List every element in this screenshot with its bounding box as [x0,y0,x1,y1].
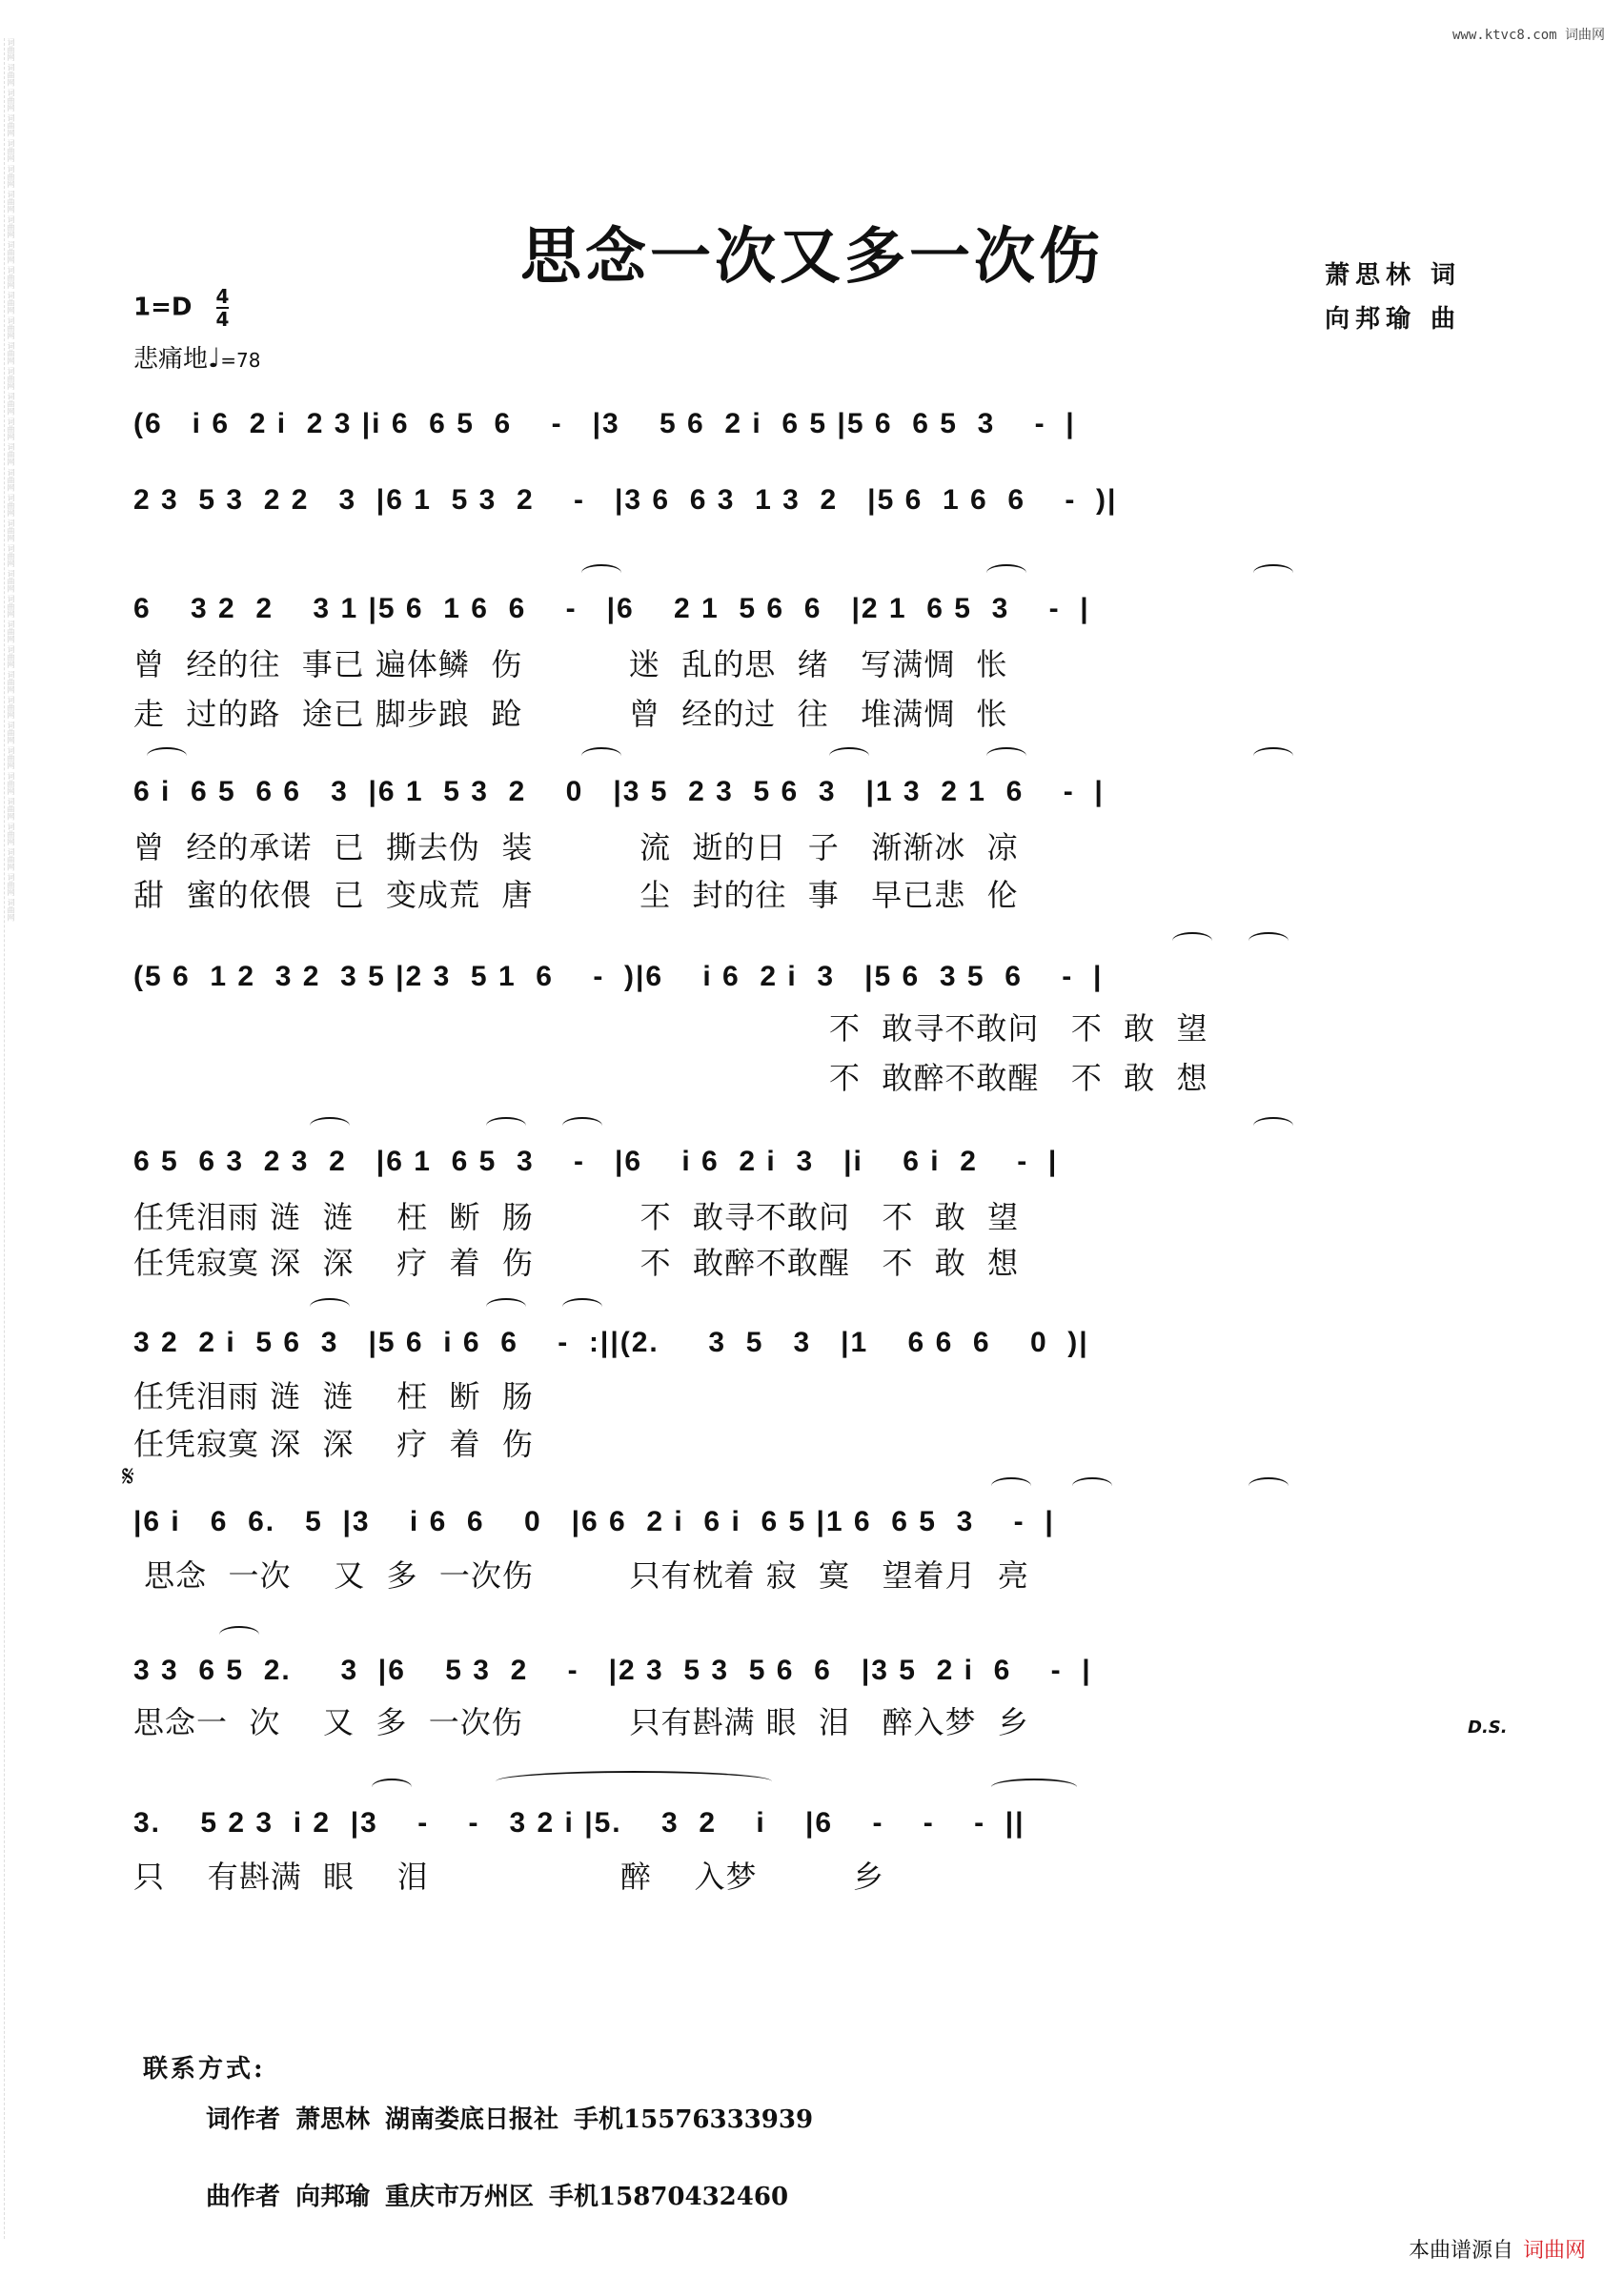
music-line [133,1647,1496,1700]
music-line [133,953,1496,1006]
dal-segno-mark: D.S. [1468,1718,1508,1738]
tie-arc [1253,747,1293,764]
lyric-verse-1: 曾 经的承诺 已 撕去伪 装 流 逝的日 子 渐渐冰 凉 [133,829,1019,865]
tempo-bpm: =78 [220,349,261,372]
key-signature [133,286,229,330]
lyric-verse-1: 不 敢寻不敢问 不 敢 望 [829,1010,1208,1047]
side-watermark-strip [4,38,16,2239]
lyric-verse-1: 任凭泪雨 涟 涟 枉 断 肠 [133,1378,534,1414]
tie-arc [219,1626,259,1643]
numbered-notation: (5 6 1 2 3 2 3 5 |2 3 5 1 6 - )|6 i 6 2 i 3 |5 6 3 5 6 - | [133,961,1104,992]
tie-arc [562,1117,602,1134]
numbered-notation: 2 3 5 3 2 2 3 |6 1 5 3 2 - |3 6 6 3 1 3 2 |5 6 1 6 6 - )| [133,484,1118,516]
composer-credit: 向邦瑜 曲 [1325,305,1462,334]
slur-arc [496,1771,772,1792]
tie-arc [1172,932,1212,949]
lyricist-contact [206,2100,828,2135]
segno-sign: 𝄋 [122,1460,134,1494]
tie-arc [986,564,1026,581]
time-signature-top: 4 [215,285,230,308]
composer-contact [206,2177,828,2212]
contact-org: 重庆市万州区 [385,2183,535,2211]
lyric-verse-2: 走 过的路 途已 脚步踉 跄 曾 经的过 往 堆满惆 怅 [133,696,1008,732]
lyric-verse-1: 思念 一次 又 多 一次伤 只有枕着 寂 寞 望着月 亮 [133,1557,1029,1594]
lyric-verse-2: 任凭寂寞 深 深 疗 着 伤 不 敢醉不敢醒 不 敢 想 [133,1245,1020,1281]
tie-arc [372,1779,412,1796]
footer-site-link[interactable]: 词曲网 [1522,2239,1586,2263]
tempo-expression: 悲痛地 [133,345,209,374]
numbered-notation: (6 i 6 2 i 2 3 |i 6 6 5 6 - |3 5 6 2 i 6 5 |5 6 6 5 3 - | [133,408,1076,439]
tie-arc [1253,1117,1293,1134]
tie-arc [562,1298,602,1315]
numbered-notation: 3 3 6 5 2. 3 |6 5 3 2 - |2 3 5 3 5 6 6 |3 5 2 i 6 - | [133,1655,1092,1686]
lyric-verse-1: 曾 经的往 事已 遍体鳞 伤 迷 乱的思 绪 写满惆 怅 [133,646,1008,682]
music-line [133,768,1496,822]
credits [1325,254,1461,341]
lyric-verse-1: 只 有斟满 眼 泪 醉 入梦 乡 [133,1859,885,1895]
tie-arc [581,564,621,581]
lyric-verse-1: 思念一 次 又 多 一次伤 只有斟满 眼 泪 醉入梦 乡 [133,1704,1029,1740]
contact-section [143,2049,828,2254]
tie-arc [310,1298,350,1315]
lyric-verse-2: 不 敢醉不敢醒 不 敢 想 [829,1060,1208,1096]
music-line [133,585,1496,639]
tie-arc [310,1117,350,1134]
numbered-notation: 6 5 6 3 2 3 2 |6 1 6 5 3 - |6 i 6 2 i 3 |i 6 i 2 - | [133,1146,1059,1177]
tie-arc [1248,1477,1289,1494]
contact-role: 曲作者 [206,2183,281,2211]
contact-role: 词作者 [206,2105,281,2134]
footer-prefix: 本曲谱源自 [1408,2239,1513,2263]
contact-org: 湖南娄底日报社 [385,2105,559,2134]
tie-arc [486,1117,526,1134]
tie-arc [581,747,621,764]
contact-phone: 手机15870432460 [549,2183,789,2211]
site-header-url: www.ktvc8.com 词曲网 [1451,28,1605,43]
song-title: 思念一次又多一次伤 [520,221,1104,293]
tie-arc [986,747,1026,764]
tempo-marking [133,339,260,375]
numbered-notation: 6 i 6 5 6 6 3 |6 1 5 3 2 0 |3 5 2 3 5 6 3 |1 3 2 1 6 - | [133,776,1105,807]
music-line [133,477,1496,530]
music-line [133,400,1496,454]
numbered-notation: 3 2 2 i 5 6 3 |5 6 i 6 6 - :||(2. 3 5 3 |1 6 6 6 0 )| [133,1327,1089,1358]
contact-name: 萧思林 [295,2105,371,2134]
time-signature [216,286,230,330]
music-line [133,1319,1496,1372]
key-label: 1=D [133,293,193,322]
contact-phone: 手机15576333939 [574,2105,814,2134]
music-line [133,1138,1496,1191]
lyricist-credit: 萧思林 词 [1325,261,1462,290]
lyric-verse-1: 任凭泪雨 涟 涟 枉 断 肠 不 敢寻不敢问 不 敢 望 [133,1199,1020,1235]
lyric-verse-2: 甜 蜜的依偎 已 变成荒 唐 尘 封的往 事 早已悲 伦 [133,877,1019,913]
numbered-notation: |6 i 6 6. 5 |3 i 6 6 0 |6 6 2 i 6 i 6 5 |1 6 6 5 3 - | [133,1506,1055,1537]
tie-arc [1248,932,1289,949]
contact-label: 联系方式: [143,2055,266,2084]
time-signature-bottom: 4 [215,308,230,331]
tie-arc [991,1779,1077,1796]
contact-name: 向邦瑜 [295,2183,371,2211]
tie-arc [991,1477,1031,1494]
lyric-verse-2: 任凭寂寞 深 深 疗 着 伤 [133,1426,534,1462]
tie-arc [1253,564,1293,581]
numbered-notation: 6 3 2 2 3 1 |5 6 1 6 6 - |6 2 1 5 6 6 |2 1 6 5 3 - | [133,593,1090,624]
tie-arc [1072,1477,1112,1494]
tie-arc [147,747,187,764]
tie-arc [829,747,869,764]
quarter-note-icon: ♩ [208,342,221,374]
side-watermark-text: 词曲网 词曲网 词曲网 词曲网 词曲网 词曲网 词曲网 词曲网 词曲网 词曲网 词曲网 词曲网 词曲网 词曲网 词曲网 词曲网 词曲网 词曲网 词曲网 词曲网 词曲网 词曲网 词曲网 词曲网 词曲网 词曲网 词曲网 词曲网 词曲网 词曲网 词曲网 词曲网 词曲网 词曲网 词曲网 [7,38,15,922]
music-line [133,1799,1496,1853]
music-line [133,1498,1496,1552]
footer-source [1409,2234,1586,2264]
numbered-notation: 3. 5 2 3 i 2 |3 - - 3 2 i |5. 3 2 i |6 - - - || [133,1807,1025,1839]
tie-arc [486,1298,526,1315]
